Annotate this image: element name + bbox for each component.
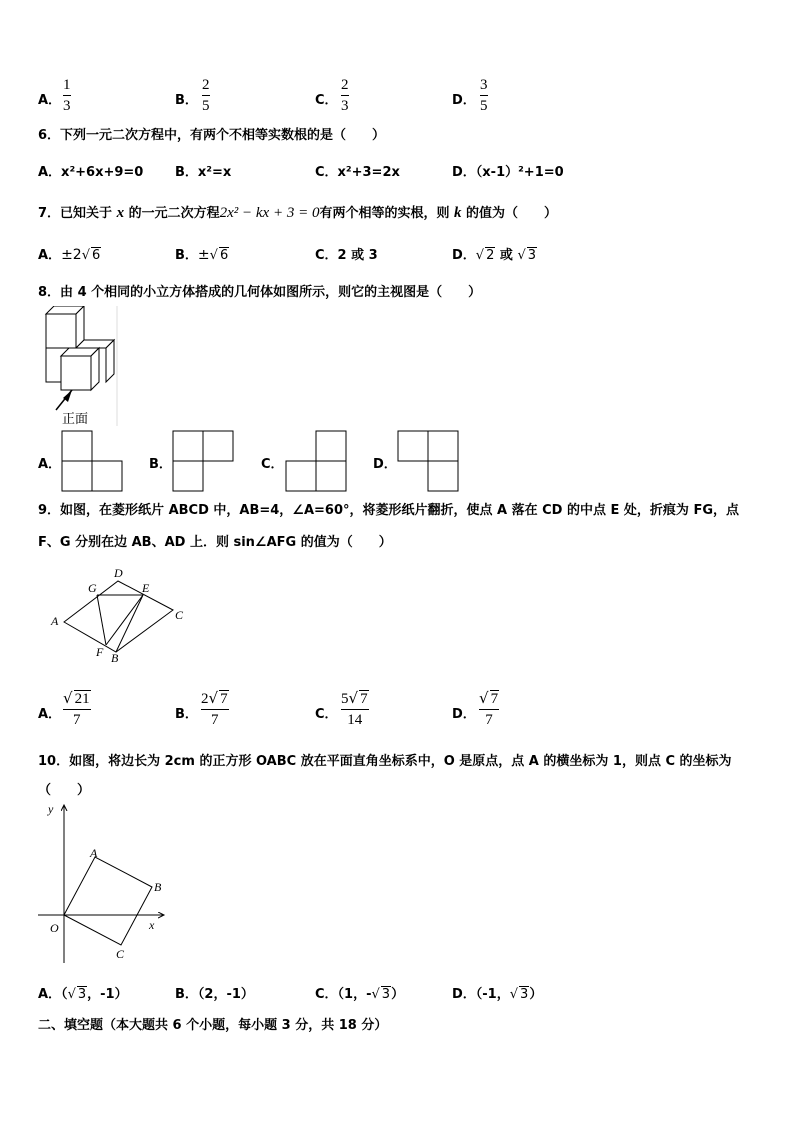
front-label: 正面	[62, 412, 89, 427]
q9-option-c-fraction: 5√ 7 14	[341, 689, 368, 728]
q5-option-d-letter: D．	[452, 93, 476, 108]
q9-option-d-denominator: 7	[485, 712, 493, 728]
q7-option-b-letter: B．	[175, 248, 198, 263]
q8-option-c-letter: C．	[261, 457, 284, 472]
q5-option-a-letter: A．	[38, 93, 62, 108]
q5-option-d-denominator: 5	[480, 98, 488, 114]
q8-option-d-shape	[396, 430, 462, 492]
point-f-label: F	[96, 645, 104, 659]
q7-option-a-radicand: 6	[92, 248, 101, 263]
q5-option-c-letter: C．	[315, 93, 338, 108]
q10-option-a: A．（√ 3，-1）	[38, 987, 128, 1002]
q9-option-a-radicand: 21	[74, 691, 90, 707]
q7-variable-x: x	[116, 205, 125, 221]
q7-option-b-radicand: 6	[219, 248, 229, 263]
q9-option-c-letter: C．	[315, 707, 338, 722]
q8-stem: 8．由 4 个相同的小立方体搭成的几何体如图所示，则它的主视图是（ ）	[38, 285, 482, 300]
q9-option-b-fraction: 2√ 7 7	[201, 689, 228, 728]
q6-option-b: B．x²=x	[175, 165, 232, 180]
q10-option-a-radicand: 3	[77, 987, 87, 1002]
q8-option-a-letter: A．	[38, 457, 62, 472]
q5-option-a-numerator: 1	[63, 77, 71, 93]
q7-option-d-radicand-2: 3	[527, 248, 537, 263]
q7-option-d-letter: D．	[452, 248, 476, 263]
q7-option-d: D．√ 2 或 √ 3	[452, 248, 537, 263]
q7-option-a-letter: A．	[38, 248, 62, 263]
x-axis-label: x	[149, 918, 155, 932]
q7-stem-part3: 有两个相等的实根，则	[319, 206, 450, 221]
q9-option-b-letter: B．	[175, 707, 198, 722]
q5-option-c-numerator: 2	[341, 77, 349, 93]
q7-stem-part4: 的值为（ ）	[466, 206, 558, 221]
point-e-label: E	[142, 581, 150, 595]
q8-cube-figure	[36, 306, 118, 426]
q6-stem: 6．下列一元二次方程中，有两个不相等实数根的是（ ）	[38, 128, 386, 143]
q5-option-b-denominator: 5	[202, 98, 210, 114]
q10-option-d: D．（-1，√ 3）	[452, 987, 543, 1002]
point-c-label: C	[175, 608, 184, 622]
q5-option-c-denominator: 3	[341, 98, 349, 114]
q5-option-a-denominator: 3	[63, 98, 71, 114]
q7-option-a: A．±2√ 6	[38, 247, 101, 263]
point-c-label: C	[116, 947, 125, 961]
q7-option-c: C．2 或 3	[315, 248, 378, 263]
q8-option-a-shape	[60, 430, 126, 492]
q5-option-b-numerator: 2	[202, 77, 210, 93]
q7-option-d-or: 或	[495, 248, 518, 263]
q9-option-a-letter: A．	[38, 707, 62, 722]
q10-stem-line1: 10．如图，将边长为 2cm 的正方形 OABC 放在平面直角坐标系中，O 是原点，点 A 的横坐标为 1，则点 C 的坐标为	[38, 754, 732, 769]
q10-option-c-radicand: 3	[381, 987, 391, 1002]
q7-stem-part2: 的一元二次方程	[128, 206, 220, 221]
q9-option-c-denominator: 14	[347, 712, 363, 728]
q5-option-b-fraction	[202, 77, 210, 114]
q6-option-d: D．（x-1）²+1=0	[452, 165, 564, 180]
q7-variable-k: k	[454, 205, 462, 221]
point-a-label: A	[51, 614, 59, 628]
q9-stem-line1: 9．如图，在菱形纸片 ABCD 中，AB=4，∠A=60°，将菱形纸片翻折，使点 A 落在 CD 的中点 E 处，折痕为 FG，点	[38, 503, 740, 518]
q5-option-d-numerator: 3	[480, 77, 488, 93]
q5-option-d-fraction	[480, 77, 488, 114]
q7-option-b-prefix: ±	[197, 247, 210, 263]
q10-option-d-radicand: 3	[520, 987, 529, 1002]
q9-option-d-fraction: √ 7 7	[479, 689, 499, 728]
section-2-heading: 二、填空题（本大题共 6 个小题，每小题 3 分，共 18 分）	[38, 1018, 388, 1033]
q9-rhombus-figure	[40, 562, 200, 672]
q7-stem	[38, 202, 557, 222]
q10-stem-line2: （ ）	[38, 783, 91, 798]
q9-stem-line2: F、G 分别在边 AB、AD 上．则 sin∠AFG 的值为（ ）	[38, 535, 392, 550]
q6-option-c: C．x²+3=2x	[315, 165, 400, 180]
q5-option-b-letter: B．	[175, 93, 198, 108]
origin-label: O	[50, 921, 59, 935]
q9-option-b-radicand: 7	[220, 691, 228, 707]
q9-option-b-denominator: 7	[211, 712, 219, 728]
point-b-label: B	[154, 880, 162, 894]
q9-option-c-radicand: 7	[360, 691, 368, 707]
q9-option-a-fraction: √ 21 7	[63, 689, 90, 728]
q8-option-b-letter: B．	[149, 457, 172, 472]
q7-option-a-prefix: ±2	[61, 247, 82, 263]
point-d-label: D	[114, 566, 123, 580]
q9-option-d-letter: D．	[452, 707, 476, 722]
point-b-label: B	[111, 651, 119, 665]
q10-option-c: C．（1，-√ 3）	[315, 987, 405, 1002]
q5-option-a-fraction	[63, 77, 71, 114]
q8-option-c-shape	[284, 430, 350, 492]
point-a-label: A	[90, 846, 98, 860]
q8-option-d-letter: D．	[373, 457, 397, 472]
q10-coordinate-figure	[36, 795, 176, 965]
point-g-label: G	[88, 581, 97, 595]
y-axis-label: y	[48, 802, 54, 816]
square-oabc	[64, 857, 152, 945]
q7-option-d-radicand-1: 2	[486, 248, 495, 263]
q7-equation: 2x² − kx + 3 = 0	[219, 205, 320, 221]
q7-option-b: B．±√ 6	[175, 247, 229, 263]
q9-option-d-radicand: 7	[490, 691, 499, 707]
q10-option-b: B．（2，-1）	[175, 987, 254, 1002]
q5-option-c-fraction	[341, 77, 349, 114]
q8-option-b-shape	[171, 430, 237, 492]
q7-stem-part1: 7．已知关于	[38, 206, 113, 221]
q9-option-a-denominator: 7	[73, 712, 81, 728]
q6-option-a: A．x²+6x+9=0	[38, 165, 144, 180]
